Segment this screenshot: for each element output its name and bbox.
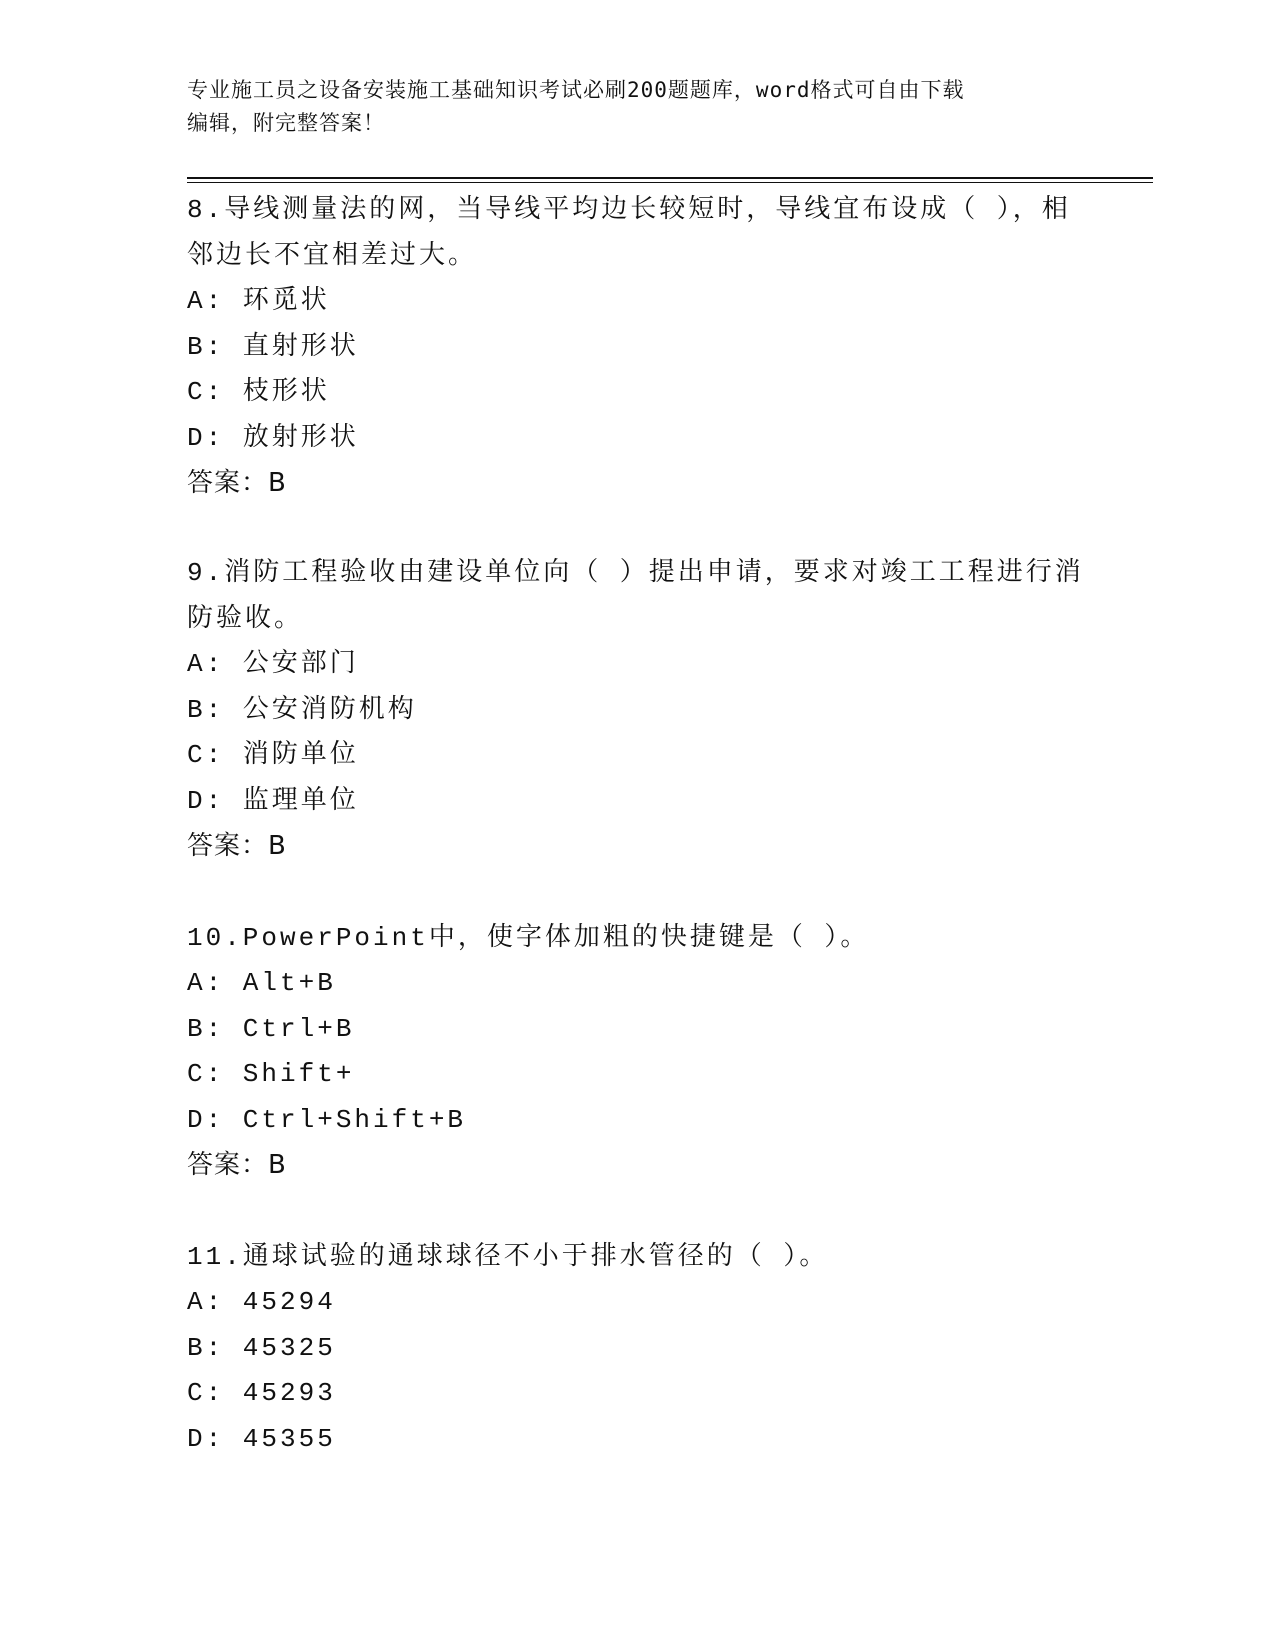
option-a: A: 环觅状 bbox=[187, 286, 330, 316]
header-title-line-1: 专业施工员之设备安装施工基础知识考试必刷200题题库，word格式可自由下载 bbox=[187, 78, 965, 102]
question-block-11 bbox=[187, 1234, 1087, 1462]
header-title-line-2: 编辑，附完整答案！ bbox=[187, 111, 385, 135]
option-c: C: Shift+ bbox=[187, 1059, 355, 1089]
option-c: C: 消防单位 bbox=[187, 740, 359, 770]
option-c: C: 45293 bbox=[187, 1378, 336, 1408]
option-b: B: Ctrl+B bbox=[187, 1013, 355, 1044]
option-b: B: 45325 bbox=[187, 1332, 336, 1363]
header-divider-thin bbox=[187, 182, 1153, 183]
answer-label: 答案：B bbox=[187, 831, 287, 861]
header-divider-thick bbox=[187, 177, 1153, 179]
question-block-9 bbox=[187, 550, 1087, 869]
answer-label: 答案：B bbox=[187, 1150, 287, 1180]
question-stem-line-2: 防验收。 bbox=[187, 604, 304, 634]
question-block-8 bbox=[187, 187, 1087, 506]
question-stem-line-1: 9.消防工程验收由建设单位向（ ）提出申请，要求对竣工工程进行消 bbox=[187, 558, 1084, 588]
question-block-10 bbox=[187, 915, 1087, 1188]
document-header bbox=[187, 74, 1067, 140]
question-stem-line-1: 8.导线测量法的网，当导线平均边长较短时，导线宜布设成（ ），相 bbox=[187, 195, 1071, 225]
option-d: D: 放射形状 bbox=[187, 422, 359, 453]
option-a: A: 45294 bbox=[187, 1287, 336, 1317]
answer-label: 答案：B bbox=[187, 468, 287, 498]
option-a: A: Alt+B bbox=[187, 968, 336, 998]
option-b: B: 直射形状 bbox=[187, 331, 359, 362]
option-d: D: 45355 bbox=[187, 1423, 336, 1454]
option-d: D: 监理单位 bbox=[187, 785, 359, 816]
option-a: A: 公安部门 bbox=[187, 649, 359, 679]
question-stem-line-1: 10.PowerPoint中，使字体加粗的快捷键是（ ）。 bbox=[187, 923, 870, 953]
option-c: C: 枝形状 bbox=[187, 377, 330, 407]
question-stem-line-2: 邻边长不宜相差过大。 bbox=[187, 241, 478, 271]
question-stem-line-1: 11.通球试验的通球球径不小于排水管径的（ ）。 bbox=[187, 1242, 829, 1272]
option-b: B: 公安消防机构 bbox=[187, 694, 417, 725]
option-d: D: Ctrl+Shift+B bbox=[187, 1104, 467, 1135]
